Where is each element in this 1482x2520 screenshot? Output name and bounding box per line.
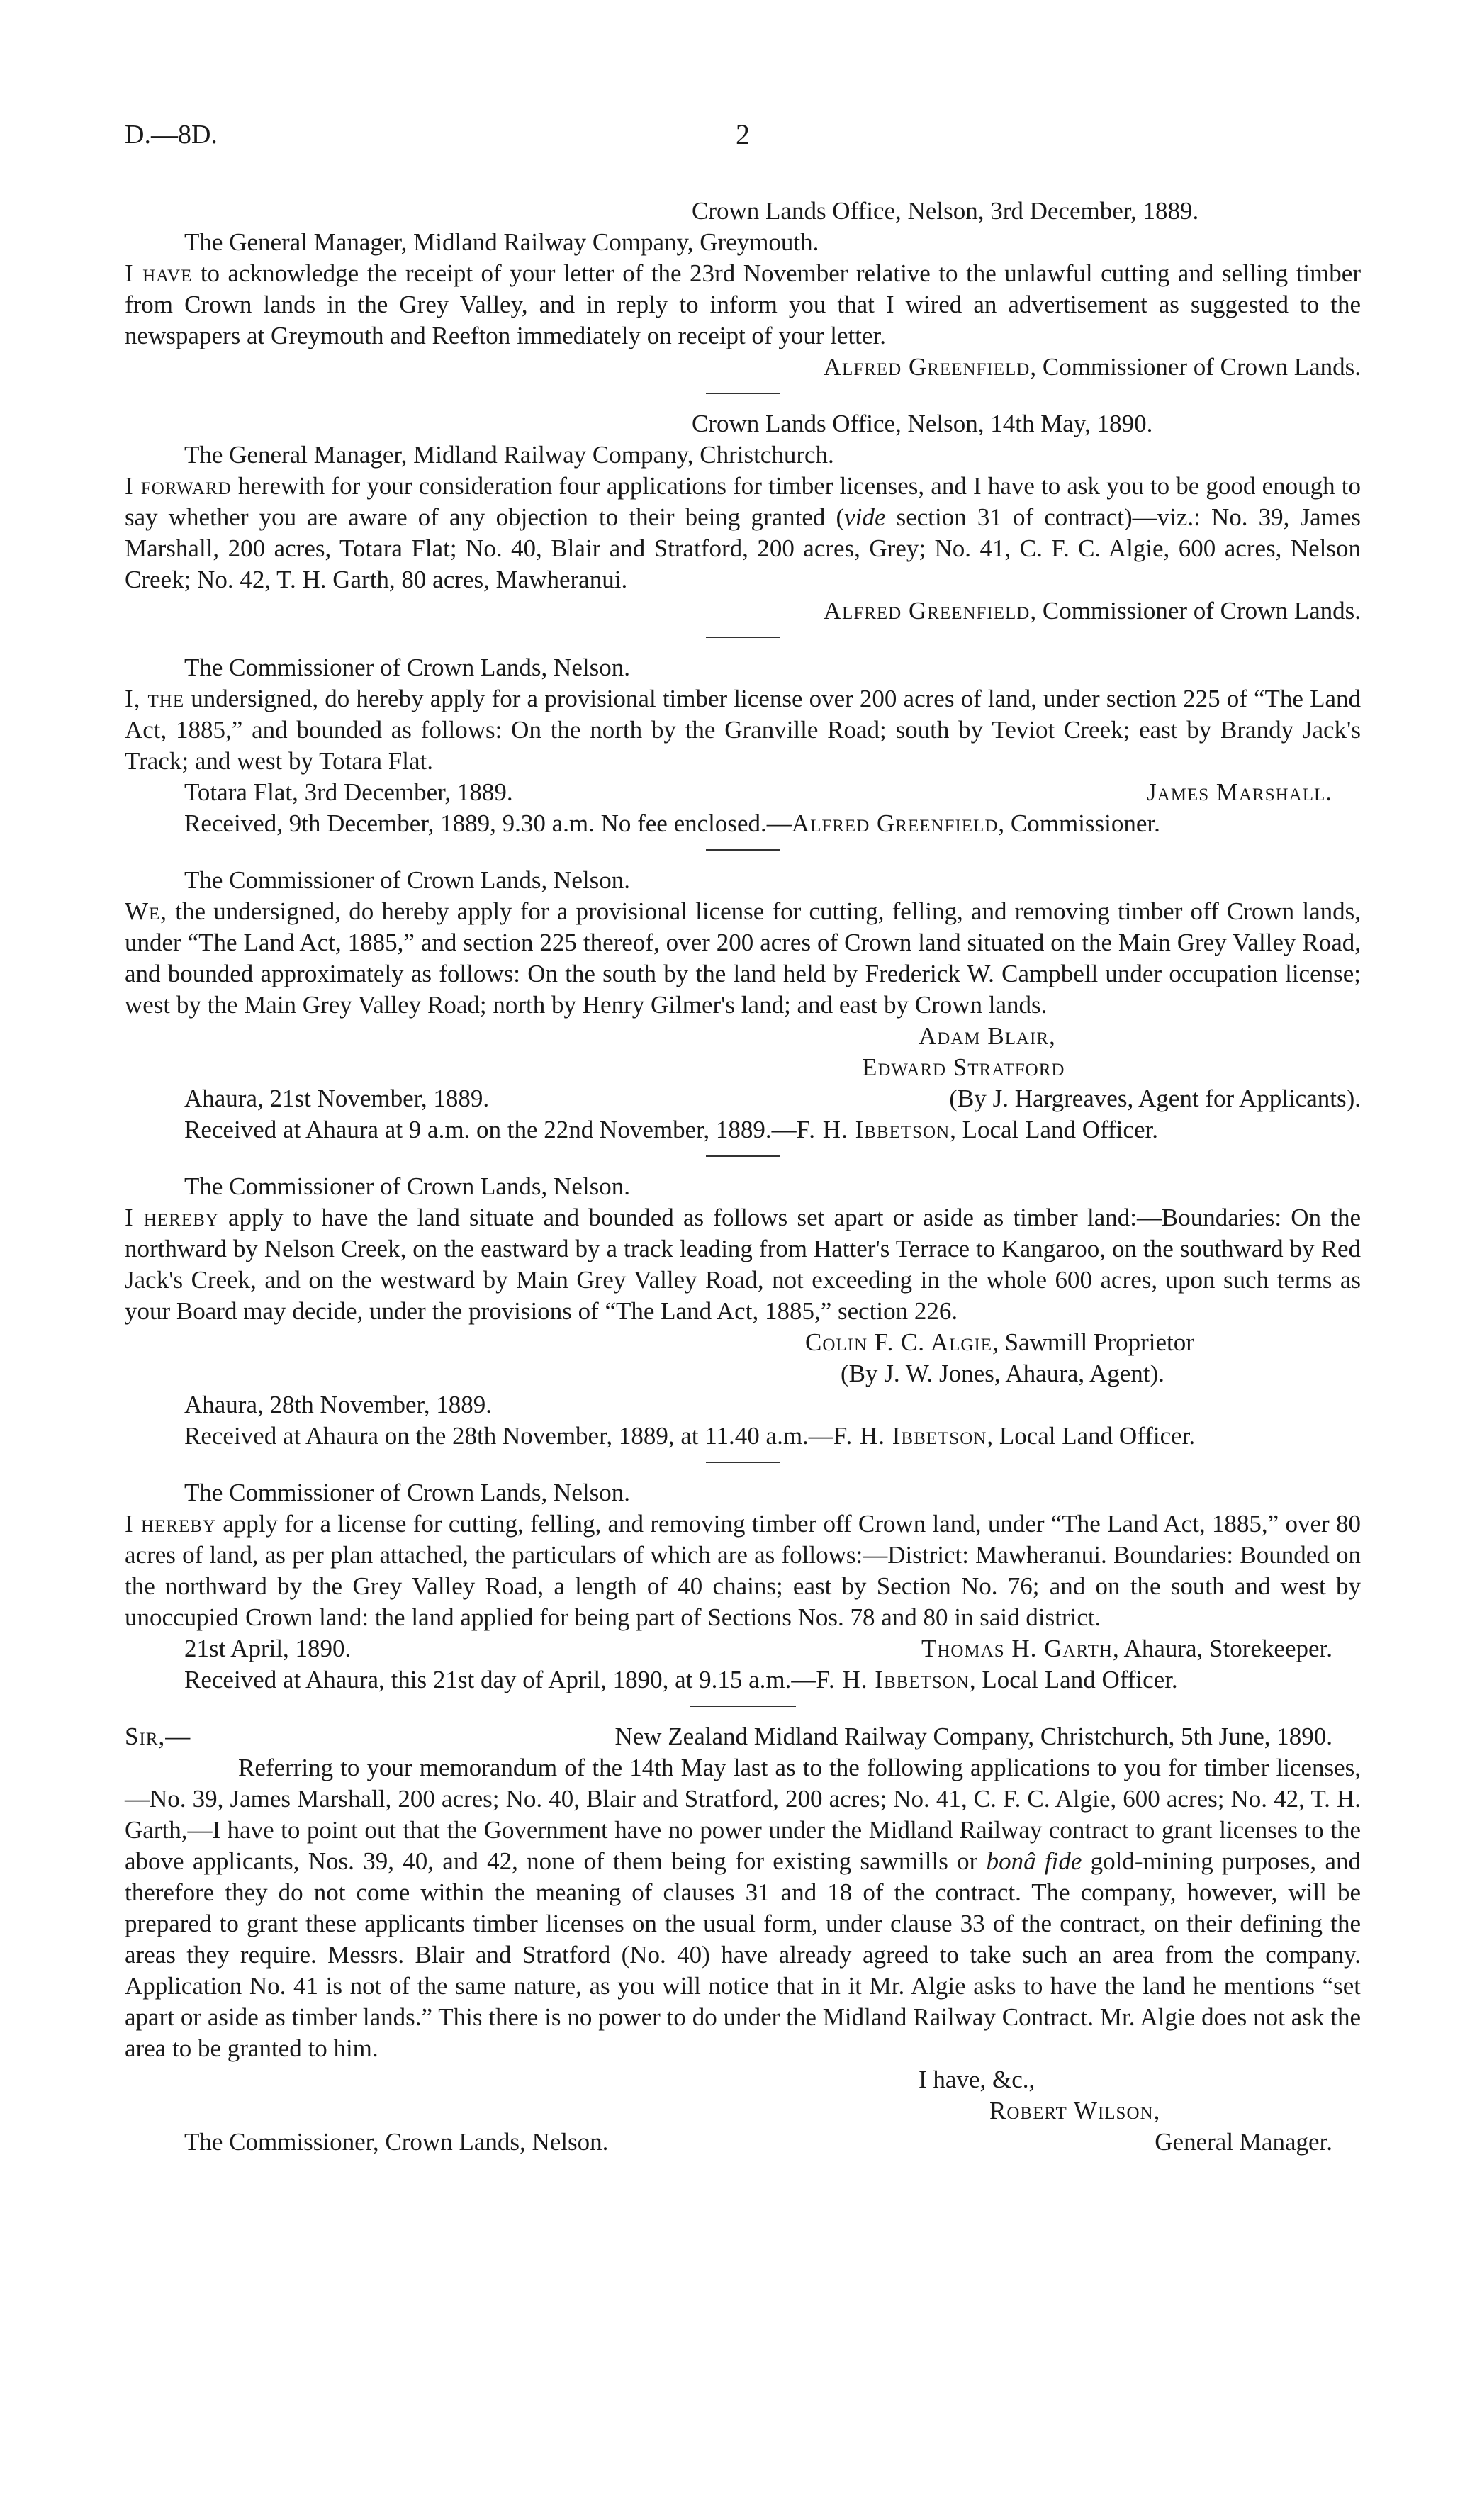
applicant-signature (921, 1633, 1361, 1664)
addressee: The Commissioner of Crown Lands, Nelson. (184, 654, 630, 681)
letter-body (125, 471, 1361, 595)
application-garth (125, 1477, 1361, 1696)
body-italic: bonâ fide (986, 1847, 1082, 1875)
opening-words: I hereby (125, 1510, 216, 1538)
applicant-title: , Sawmill Proprietor (992, 1328, 1194, 1356)
signature-name: Alfred Greenfield (823, 353, 1031, 381)
place-date: 21st April, 1890. (184, 1635, 352, 1662)
body-italic: vide (844, 503, 886, 531)
agent-line: (By J. W. Jones, Ahaura, Agent). (841, 1360, 1164, 1387)
body-text: herewith for your consideration four applications for timber licenses, and I have to ask you to be good enough to say whether you are aware of any objection to their being granted ( (125, 472, 1361, 531)
received-note: Received, 9th December, 1889, 9.30 a.m. No fee enclosed.—Alfred Greenfield, Commissioner. (184, 810, 1160, 837)
dateline: Crown Lands Office, Nelson, 14th May, 1890. (692, 410, 1153, 437)
received-by-name: F. H. Ibbetson (796, 1116, 950, 1143)
letter-body (125, 1752, 1361, 2064)
application-body (125, 1508, 1361, 1633)
letter-wilson-june-1890 (125, 1721, 1361, 2158)
opening-words: I have (125, 259, 193, 287)
section-divider (690, 1706, 796, 1707)
document-reference: D.—8D. (125, 120, 218, 150)
section-divider (706, 849, 780, 851)
section-divider (706, 637, 780, 638)
place-and-signature (125, 1633, 1361, 1664)
received-by-name: F. H. Ibbetson (816, 1666, 970, 1693)
received-note: Received at Ahaura, this 21st day of April, 1890, at 9.15 a.m.—F. H. Ibbetson, Local Land Officer. (184, 1666, 1178, 1693)
applicant-name: Adam Blair, (919, 1022, 1056, 1050)
signature-name: Alfred Greenfield (823, 597, 1031, 625)
letter-greenfield-may-1890 (125, 408, 1361, 627)
received-by-name: Alfred Greenfield (791, 810, 999, 837)
body-text: undersigned, do hereby apply for a provisional timber license over 200 acres of land, under section 225 of “The Land Act, 1885,” and bounded as follows: On the north by the Granville Road; south by Teviot Creek; east by Brandy Jack's Track; and west by Totara Flat. (125, 685, 1361, 775)
applicant-name: Colin F. C. Algie (805, 1328, 993, 1356)
page-header (125, 119, 1361, 156)
place-and-signature (125, 777, 1361, 808)
place-date: Ahaura, 28th November, 1889. (184, 1391, 493, 1418)
received-by-name: F. H. Ibbetson (833, 1422, 987, 1450)
addressee: The Commissioner of Crown Lands, Nelson. (184, 1479, 630, 1506)
application-marshall (125, 652, 1361, 839)
received-note: Received at Ahaura on the 28th November, 1889, at 11.40 a.m.—F. H. Ibbetson, Local Land Officer. (184, 1422, 1196, 1450)
signature-name: Robert Wilson, (989, 2097, 1161, 2124)
agent-line: (By J. Hargreaves, Agent for Applicants). (949, 1085, 1361, 1112)
opening-words: I, the (125, 685, 185, 712)
place-date: Ahaura, 21st November, 1889. (184, 1085, 490, 1112)
page-number: 2 (736, 118, 750, 150)
application-algie (125, 1171, 1361, 1452)
dateline: New Zealand Midland Railway Company, Christchurch, 5th June, 1890. (614, 1723, 1332, 1750)
salutation-and-dateline (125, 1721, 1361, 1752)
opening-words: We, (125, 897, 168, 925)
signature-title: General Manager. (1155, 2128, 1332, 2156)
body-text: to acknowledge the receipt of your letter of the 23rd November relative to the unlawful cutting and selling timber from Crown lands in the Grey Valley, and in reply to inform you that I wired an advertisement as suggested to the newspapers at Greymouth and Reefton immediately on receipt of your letter. (125, 259, 1361, 349)
signature (125, 595, 1361, 627)
applicant-signature (125, 1327, 1361, 1358)
signature (125, 352, 1361, 383)
received-note: Received at Ahaura at 9 a.m. on the 22nd November, 1889.—F. H. Ibbetson, Local Land Officer. (184, 1116, 1158, 1143)
section-divider (706, 1155, 780, 1157)
application-blair-stratford (125, 865, 1361, 1146)
applicant-name: Thomas H. Garth (921, 1635, 1113, 1662)
place-date: Totara Flat, 3rd December, 1889. (184, 778, 513, 806)
letter-greenfield-dec-1889 (125, 196, 1361, 383)
body-text: section 31 of contract)—viz.: No. 39, James Marshall, 200 acres, Totara Flat; No. 40, Blair and Stratford, 200 acres, Grey; No. 41, C. F. C. Algie, 600 acres, Nelson Creek; No. 42, T. H. Garth, 80 acres, Mawheranui. (125, 503, 1362, 593)
place-and-agent (125, 1083, 1361, 1114)
document-body (125, 196, 1361, 2158)
opening-words: I hereby (125, 1204, 219, 1231)
addressee-and-title (125, 2127, 1361, 2158)
signature-title: , Commissioner of Crown Lands. (1030, 597, 1361, 625)
application-body (125, 896, 1361, 1021)
body-text: the undersigned, do hereby apply for a provisional license for cutting, felling, and removing timber off Crown lands, under “The Land Act, 1885,” and section 225 thereof, over 200 acres of Crown land situated on the Main Grey Valley Road, and bounded approximately as follows: On the south by the land held by Frederick W. Campbell under occupation license; west by the Main Grey Valley Road; north by Henry Gilmer's land; and east by Crown lands. (125, 897, 1361, 1019)
body-text: apply for a license for cutting, felling, and removing timber off Crown land, under “The Land Act, 1885,” over 80 acres of land, as per plan attached, the particulars of which are as follows:—District: Mawheranui. Boundaries: Bounded on the northward by the Grey Valley Road, a length of 40 chains; east by Section No. 76; and on the south and west by unoccupied Crown land: the land applied for being part of Sections Nos. 78 and 80 in said district. (125, 1510, 1362, 1631)
addressee: The Commissioner of Crown Lands, Nelson. (184, 1172, 630, 1200)
dateline: Crown Lands Office, Nelson, 3rd December, 1889. (692, 197, 1199, 225)
closing: I have, &c., (919, 2066, 1035, 2093)
addressee: The Commissioner of Crown Lands, Nelson. (184, 866, 630, 894)
body-text: gold-mining purposes, and therefore they do not come within the meaning of clauses 31 and 18 of the contract. The company, however, will be prepared to grant these applicants timber licenses on the usual form, under clause 33 of the contract, on their defining the areas they require. Messrs. Blair and Stratford (No. 40) have already agreed to take such an area from the company. Application No. 41 is not of the same nature, as you will notice that in it Mr. Algie asks to have the land he mentions “set apart or aside as timber lands.” This there is no power to do under the Midland Railway Contract. Mr. Algie does not ask the area to be granted to him. (125, 1847, 1361, 2062)
body-text: Referring to your memorandum of the 14th May last as to the following applications to you for timber licenses,—No. 39, James Marshall, 200 acres; No. 40, Blair and Stratford, 200 acres; No. 41, C. F. C. Algie, 600 acres; No. 42, T. H. Garth,—I have to point out that the Government have no power under the Midland Railway contract to grant licenses to the above applicants, Nos. 39, 40, and 42, none of them being for existing sawmills or (125, 1754, 1361, 1875)
body-text: apply to have the land situate and bounded as follows set apart or aside as timber land:—Boundaries: On the northward by Nelson Creek, on the eastward by a track leading from Hatter's Terrace to Kangaroo, on the southward by Red Jack's Creek, and on the westward by Main Grey Valley Road, not exceeding in the whole 600 acres, upon such terms as your Board may decide, under the provisions of “The Land Act, 1885,” section 226. (125, 1204, 1362, 1325)
document-page (125, 0, 1361, 2520)
applicant-title: , Ahaura, Storekeeper. (1112, 1635, 1332, 1662)
section-divider (706, 1462, 780, 1463)
application-body (125, 683, 1361, 777)
application-body (125, 1202, 1361, 1327)
addressee: The Commissioner, Crown Lands, Nelson. (184, 2128, 609, 2156)
salutation: Sir,— (125, 1723, 191, 1750)
addressee: The General Manager, Midland Railway Company, Christchurch. (184, 441, 834, 469)
opening-words: I forward (125, 472, 232, 500)
section-divider (706, 393, 780, 394)
letter-body (125, 258, 1361, 352)
applicant-name: Edward Stratford (862, 1053, 1065, 1081)
addressee: The General Manager, Midland Railway Company, Greymouth. (184, 228, 819, 256)
signature-title: , Commissioner of Crown Lands. (1030, 353, 1361, 381)
applicant-name: James Marshall. (1147, 778, 1332, 806)
